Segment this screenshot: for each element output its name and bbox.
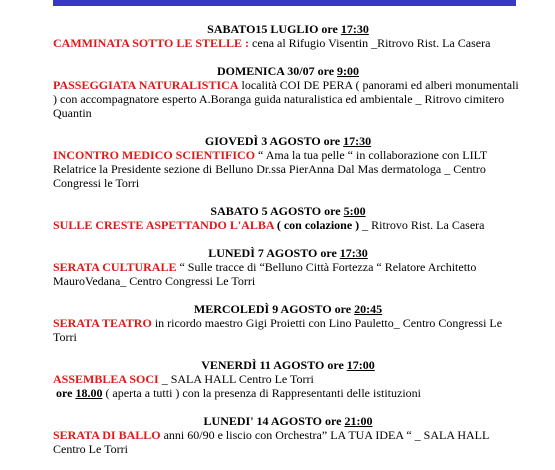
event-title: ASSEMBLEA SOCI — [53, 372, 159, 386]
event-date — [53, 302, 523, 316]
event-date — [53, 64, 523, 78]
event-title: INCONTRO MEDICO SCIENTIFICO — [53, 148, 256, 162]
event-title: SERATA CULTURALE — [53, 260, 177, 274]
event-extra-line — [53, 386, 523, 400]
event-time: 20:45 — [354, 302, 383, 316]
event-time: 21:00 — [344, 414, 373, 428]
event-program — [53, 22, 523, 470]
event-details: _ SALA HALL Centro Le Torri — [158, 372, 314, 386]
event-description — [53, 316, 523, 344]
event-details: anni 60/90 e liscio con Orchestra” LA TUA IDEA “ _ SALA HALL Centro Le Torri — [53, 428, 489, 456]
event-item — [53, 134, 523, 190]
event-description — [53, 428, 523, 456]
event-details-highlight: ( con colazione ) — [273, 218, 360, 232]
event-date-text: SABATO15 LUGLIO ore — [207, 22, 341, 36]
event-time: 17:00 — [346, 358, 375, 372]
event-date-text: LUNEDÌ 7 AGOSTO ore — [208, 246, 340, 260]
event-item — [53, 246, 523, 288]
event-extra-prefix: ore — [56, 386, 76, 400]
event-extra-time: 18.00 — [75, 386, 103, 400]
event-item — [53, 22, 523, 50]
event-description — [53, 218, 523, 232]
event-date-text: MERCOLEDÌ 9 AGOSTO ore — [193, 302, 355, 316]
event-title: PASSEGGIATA NATURALISTICA — [53, 78, 239, 92]
event-description — [53, 36, 523, 50]
event-time: 5:00 — [343, 204, 366, 218]
event-date-text: GIOVEDÌ 3 AGOSTO ore — [204, 134, 344, 148]
event-details: località COI DE PERA ( panorami ed alberi monumentali ) con accompagnatore esperto A.Boranga guida naturalistica ed ambientale _ Ritrovo cimitero Quantin — [53, 78, 519, 120]
event-details: cena al Rifugio Visentin _Ritrovo Rist. La Casera — [249, 36, 491, 50]
event-date-text: LUNEDI' 14 AGOSTO ore — [203, 414, 345, 428]
event-description — [53, 148, 523, 190]
event-date — [53, 204, 523, 218]
event-date-text: VENERDÌ 11 AGOSTO ore — [201, 358, 347, 372]
event-item — [53, 414, 523, 456]
event-date-text: SABATO 5 AGOSTO ore — [210, 204, 344, 218]
event-title: SERATA TEATRO — [53, 316, 152, 330]
event-details: “ Sulle tracce di “Belluno Città Fortezza “ Relatore Architetto MauroVedana_ Centro Congressi Le Torri — [53, 260, 477, 288]
event-item — [53, 358, 523, 400]
event-time: 17:30 — [343, 134, 372, 148]
event-title: CAMMINATA SOTTO LE STELLE : — [53, 36, 250, 50]
event-time: 9:00 — [337, 64, 360, 78]
event-date — [53, 414, 523, 428]
event-time: 17:30 — [340, 22, 369, 36]
event-description — [53, 260, 523, 288]
event-title: SERATA DI BALLO — [53, 428, 161, 442]
event-item — [53, 204, 523, 232]
event-description — [53, 372, 523, 386]
event-date — [53, 358, 523, 372]
event-date — [53, 246, 523, 260]
event-date — [53, 134, 523, 148]
event-title: SULLE CRESTE ASPETTANDO L'ALBA — [53, 218, 274, 232]
event-time: 17:30 — [339, 246, 368, 260]
event-details: “ Ama la tua pelle “ in collaborazione con LILT Relatrice la Presidente sezione di Belluno Dr.ssa PierAnna Dal Mas dermatologa _ Centro Congressi le Torri — [53, 148, 487, 190]
event-item — [53, 302, 523, 344]
event-date — [53, 22, 523, 36]
top-accent-bar — [53, 0, 516, 6]
event-date-text: DOMENICA 30/07 ore — [216, 64, 338, 78]
event-item — [53, 64, 523, 120]
event-extra-details: ( aperta a tutti ) con la presenza di Rappresentanti delle istituzioni — [102, 386, 421, 400]
event-details: _ Ritrovo Rist. La Casera — [359, 218, 485, 232]
event-description — [53, 78, 523, 120]
event-details: in ricordo maestro Gigi Proietti con Lino Pauletto_ Centro Congressi Le Torri — [53, 316, 503, 344]
